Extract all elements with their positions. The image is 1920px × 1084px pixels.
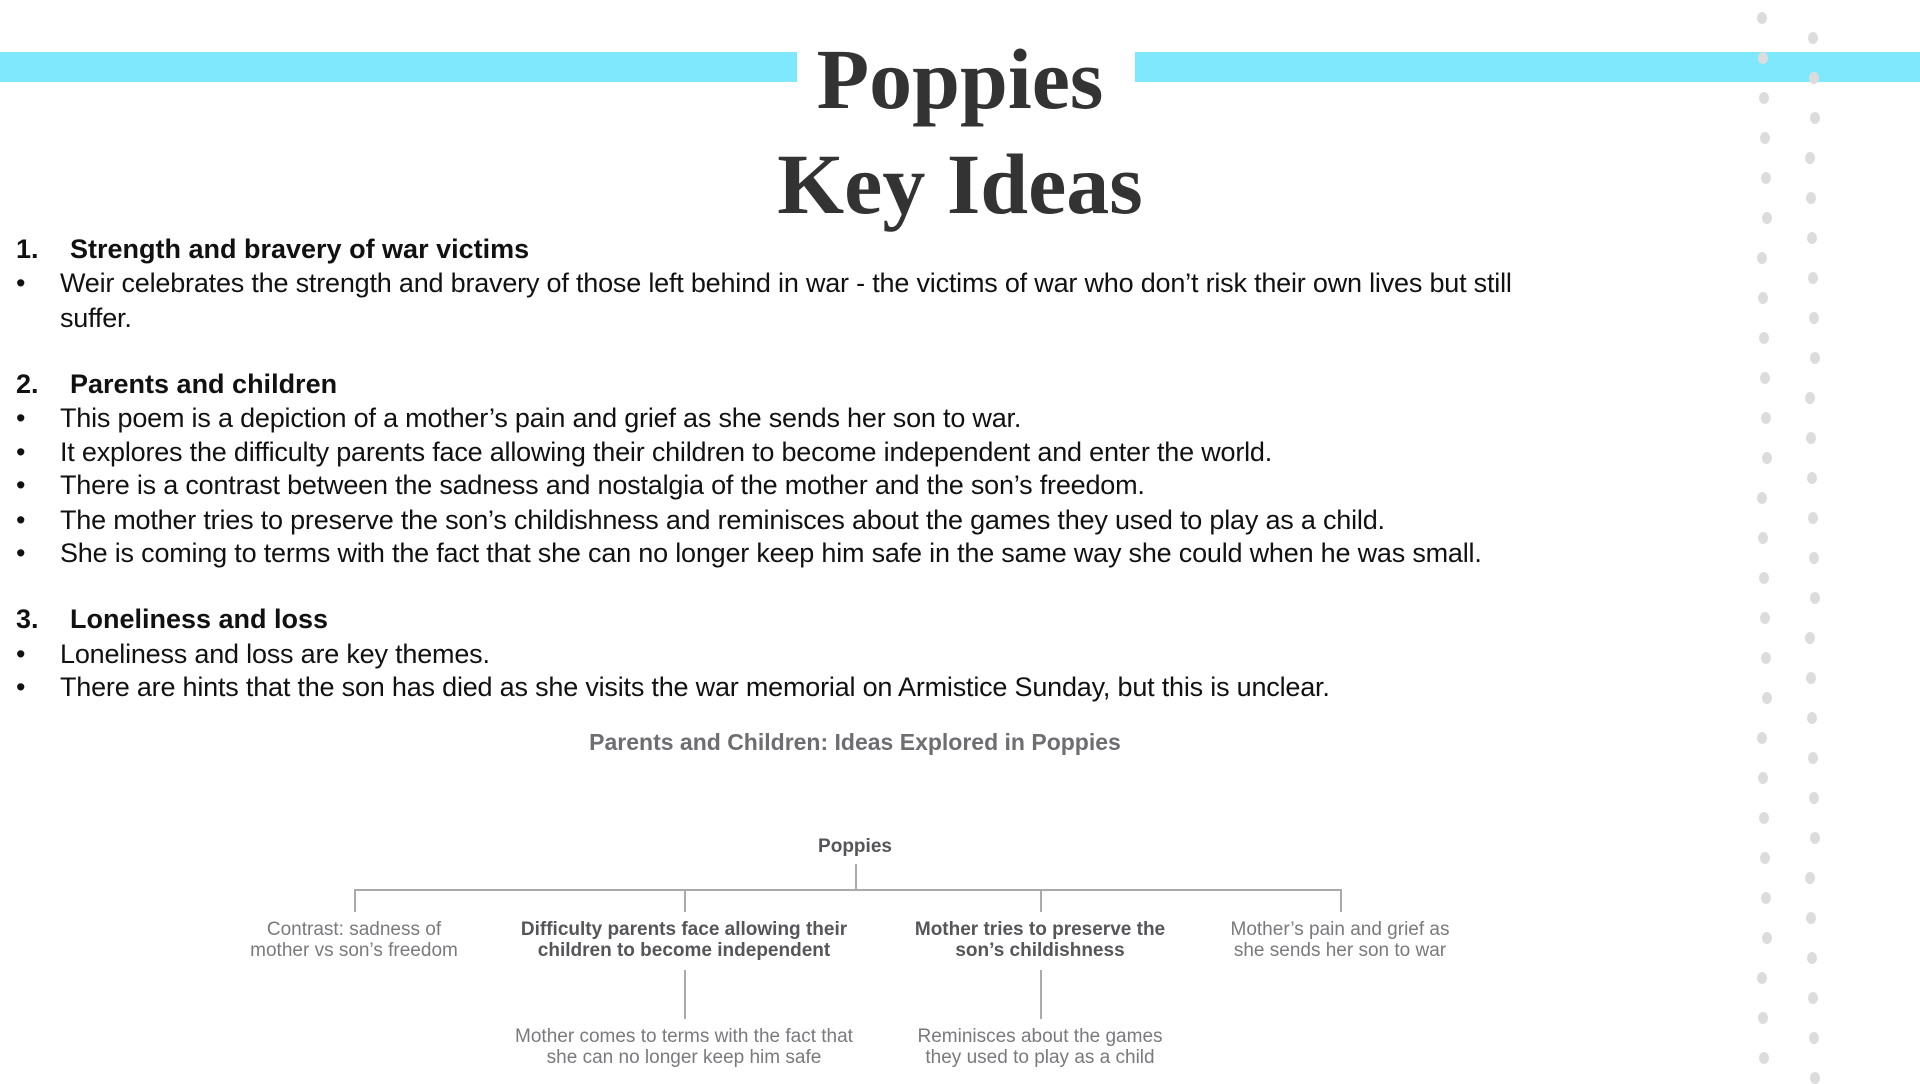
dot-decoration	[1760, 132, 1770, 144]
node-line: mother vs son’s freedom	[250, 940, 458, 961]
dot-decoration	[1761, 652, 1771, 664]
dot-decoration	[1808, 32, 1818, 44]
bullet-text: Weir celebrates the strength and bravery of those left behind in war - the victims of war who don’t risk their own lives but still	[60, 268, 1512, 298]
bullet-icon: •	[16, 538, 26, 568]
dot-decoration	[1806, 672, 1816, 684]
bullet-text: It explores the difficulty parents face allowing their children to become independent and enter the world.	[60, 437, 1273, 467]
title-key-ideas: Key Ideas	[777, 136, 1143, 232]
dot-decoration	[1762, 692, 1772, 704]
dot-decoration	[1807, 472, 1817, 484]
node-line: children to become independent	[537, 940, 831, 961]
dot-decoration	[1757, 12, 1767, 24]
dot-decoration	[1761, 172, 1771, 184]
node-line: they used to play as a child	[925, 1047, 1155, 1068]
dot-decoration	[1808, 752, 1818, 764]
dot-decoration	[1757, 972, 1767, 984]
dot-decoration	[1810, 592, 1820, 604]
bullet-icon: •	[16, 437, 26, 467]
dot-decoration	[1758, 772, 1768, 784]
dot-decoration	[1809, 312, 1819, 324]
dot-decoration	[1760, 852, 1770, 864]
connector	[354, 889, 356, 912]
node-line: Contrast: sadness of	[266, 919, 442, 940]
diagram-root: Poppies	[818, 836, 892, 857]
bullet-text: suffer.	[60, 303, 132, 333]
bullet-icon: •	[16, 672, 26, 702]
diagram-node	[1231, 919, 1450, 961]
dot-decoration	[1805, 872, 1815, 884]
node-line: Reminisces about the games	[917, 1026, 1163, 1047]
dot-decoration	[1761, 412, 1771, 424]
bullet-text: The mother tries to preserve the son’s childishness and reminisces about the games they used to play as a child.	[60, 505, 1385, 535]
section-heading: Strength and bravery of war victims	[70, 234, 530, 264]
dot-decoration	[1805, 632, 1815, 644]
bullet-text: There are hints that the son has died as she visits the war memorial on Armistice Sunday, but this is unclear.	[60, 672, 1330, 702]
dot-decoration	[1807, 232, 1817, 244]
dot-decoration	[1810, 352, 1820, 364]
node-line: Mother comes to terms with the fact that	[515, 1026, 853, 1047]
dot-decoration	[1809, 1032, 1819, 1044]
dot-decoration	[1809, 72, 1819, 84]
dot-decoration	[1805, 152, 1815, 164]
dot-decoration	[1758, 532, 1768, 544]
dot-decoration	[1809, 792, 1819, 804]
dot-decoration	[1761, 892, 1771, 904]
dot-decoration	[1762, 932, 1772, 944]
dot-decoration	[1808, 272, 1818, 284]
dot-decoration	[1808, 512, 1818, 524]
dot-decoration	[1806, 192, 1816, 204]
node-line: she sends her son to war	[1233, 940, 1447, 961]
section-number: 3.	[16, 604, 39, 634]
node-line: Mother tries to preserve the	[914, 919, 1166, 940]
dot-decoration	[1759, 332, 1769, 344]
dot-decoration	[1757, 252, 1767, 264]
dot-decoration	[1807, 952, 1817, 964]
dot-decoration	[1759, 812, 1769, 824]
dot-decoration	[1762, 212, 1772, 224]
dot-decoration	[1810, 832, 1820, 844]
bullet-icon: •	[16, 268, 26, 298]
connector	[354, 889, 1341, 891]
dot-decoration	[1806, 432, 1816, 444]
dot-decoration	[1810, 1072, 1820, 1084]
bullet-text: She is coming to terms with the fact that she can no longer keep him safe in the same way she could when he was small.	[60, 538, 1482, 568]
diagram-node	[250, 919, 458, 961]
dot-decoration	[1757, 492, 1767, 504]
diagram-subnode	[917, 1026, 1162, 1068]
dot-decoration	[1758, 1012, 1768, 1024]
node-line: she can no longer keep him safe	[546, 1047, 822, 1068]
dot-decoration	[1808, 992, 1818, 1004]
section-number: 2.	[16, 369, 39, 399]
dot-decoration	[1810, 112, 1820, 124]
node-line: Difficulty parents face allowing their	[520, 919, 848, 940]
connector	[1040, 889, 1042, 912]
bullet-icon: •	[16, 403, 26, 433]
connector	[1340, 889, 1342, 912]
node-line: son’s childishness	[955, 940, 1125, 961]
dot-decoration	[1758, 292, 1768, 304]
diagram-node	[915, 919, 1165, 961]
dot-decoration	[1757, 732, 1767, 744]
bullet-text: There is a contrast between the sadness and nostalgia of the mother and the son’s freedom.	[60, 470, 1145, 500]
diagram-node	[521, 919, 847, 961]
diagram-subnode	[515, 1026, 853, 1068]
connector	[684, 970, 686, 1019]
dot-decoration	[1805, 392, 1815, 404]
dot-decoration	[1807, 712, 1817, 724]
dot-decoration	[1760, 372, 1770, 384]
dot-decoration	[1760, 612, 1770, 624]
connector	[1040, 970, 1042, 1019]
dot-decoration	[1762, 452, 1772, 464]
title-poppies: Poppies	[816, 31, 1104, 127]
dot-decoration	[1759, 92, 1769, 104]
dot-decoration	[1759, 572, 1769, 584]
dot-decoration	[1759, 1052, 1769, 1064]
bullet-icon: •	[16, 470, 26, 500]
bullet-icon: •	[16, 505, 26, 535]
bullet-text: This poem is a depiction of a mother’s pain and grief as she sends her son to war.	[60, 403, 1022, 433]
diagram-title: Parents and Children: Ideas Explored in Poppies	[589, 729, 1121, 755]
node-line: Mother’s pain and grief as	[1230, 919, 1450, 940]
connector	[855, 864, 857, 889]
dot-decoration	[1809, 552, 1819, 564]
bullet-text: Loneliness and loss are key themes.	[60, 639, 490, 669]
bullet-icon: •	[16, 639, 26, 669]
dot-decoration	[1758, 52, 1768, 64]
connector	[684, 889, 686, 912]
dot-decoration	[1806, 912, 1816, 924]
section-number: 1.	[16, 234, 39, 264]
section-heading: Loneliness and loss	[70, 604, 329, 634]
section-heading: Parents and children	[70, 369, 338, 399]
